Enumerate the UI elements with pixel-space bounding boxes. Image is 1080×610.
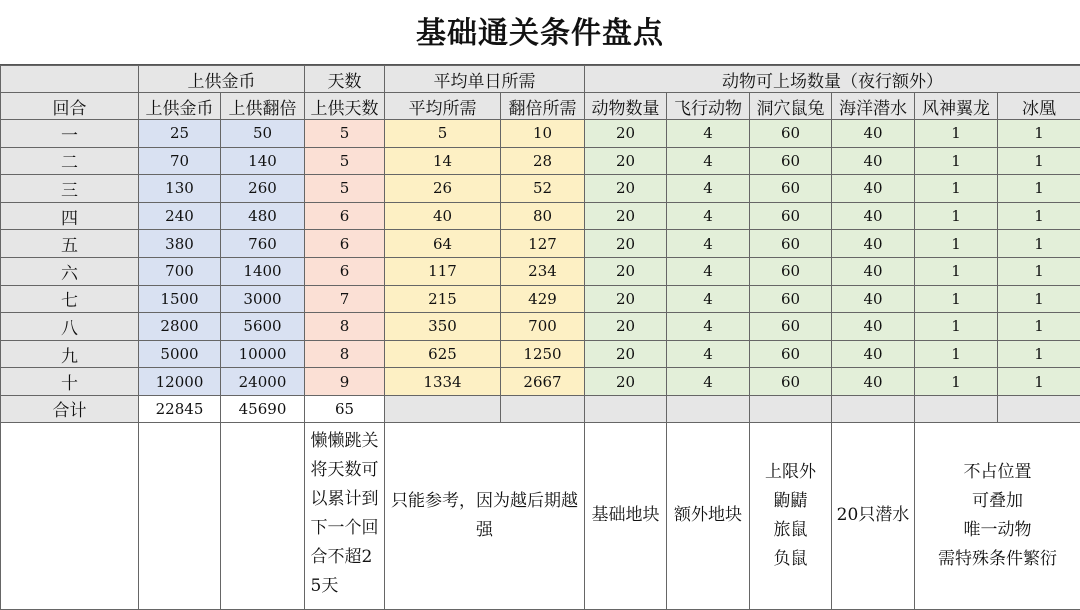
days-note-wrap bbox=[305, 423, 384, 609]
table-cell: 60 bbox=[750, 120, 832, 148]
note-animal-count-cell bbox=[585, 422, 667, 609]
table-cell: 60 bbox=[750, 313, 832, 341]
column-header: 动物数量 bbox=[585, 93, 667, 120]
table-row bbox=[1, 340, 1080, 368]
days-note: 懒懒跳关将天数可以累计到下一个回合不超25天 bbox=[310, 430, 379, 596]
table-cell: 480 bbox=[221, 202, 305, 230]
note-special-cell bbox=[915, 422, 1080, 609]
notes-row bbox=[1, 422, 1080, 609]
group-header-coins: 上供金币 bbox=[139, 66, 305, 93]
table-cell: 24000 bbox=[221, 368, 305, 396]
group-header-avg: 平均单日所需 bbox=[385, 66, 585, 93]
table-cell: 1 bbox=[915, 202, 998, 230]
empty-cell bbox=[385, 395, 501, 422]
table-cell: 60 bbox=[750, 175, 832, 203]
table-cell: 1 bbox=[998, 147, 1080, 175]
table-row bbox=[1, 285, 1080, 313]
table-cell: 1 bbox=[998, 285, 1080, 313]
round-label: 八 bbox=[1, 313, 139, 341]
table-cell: 60 bbox=[750, 257, 832, 285]
blank-header-cell bbox=[1, 66, 139, 93]
group-header-animals: 动物可上场数量（夜行额外） bbox=[585, 66, 1080, 93]
round-label: 十 bbox=[1, 368, 139, 396]
table-row bbox=[1, 230, 1080, 258]
table-row bbox=[1, 313, 1080, 341]
table-cell: 1 bbox=[998, 313, 1080, 341]
animal-count-note: 基础地块 bbox=[591, 505, 660, 526]
table-cell: 1 bbox=[998, 175, 1080, 203]
table-cell: 4 bbox=[667, 313, 750, 341]
note-days-cell bbox=[305, 422, 385, 609]
table-cell: 60 bbox=[750, 147, 832, 175]
column-header: 飞行动物 bbox=[667, 93, 750, 120]
table-cell: 20 bbox=[585, 313, 667, 341]
special-note-line: 不占位置 bbox=[963, 461, 1032, 482]
round-label: 七 bbox=[1, 285, 139, 313]
table-cell: 1 bbox=[998, 340, 1080, 368]
table-cell: 20 bbox=[585, 340, 667, 368]
avg-note: 只能参考，因为越后期越强 bbox=[391, 490, 578, 540]
table-cell: 700 bbox=[139, 257, 221, 285]
table-cell: 1 bbox=[915, 120, 998, 148]
table-cell: 4 bbox=[667, 230, 750, 258]
cave-note-line: 上限外 bbox=[765, 461, 816, 482]
table-cell: 8 bbox=[305, 340, 385, 368]
table-cell: 4 bbox=[667, 202, 750, 230]
round-label: 四 bbox=[1, 202, 139, 230]
table-cell: 1250 bbox=[501, 340, 585, 368]
table-cell: 26 bbox=[385, 175, 501, 203]
table-cell: 4 bbox=[667, 340, 750, 368]
round-label: 三 bbox=[1, 175, 139, 203]
table-cell: 8 bbox=[305, 313, 385, 341]
total-cell: 合计 bbox=[1, 395, 139, 422]
table-cell: 1 bbox=[915, 257, 998, 285]
table-cell: 4 bbox=[667, 257, 750, 285]
table-cell: 40 bbox=[832, 175, 915, 203]
table-cell: 1 bbox=[915, 230, 998, 258]
table-row bbox=[1, 120, 1080, 148]
table-cell: 14 bbox=[385, 147, 501, 175]
table-cell: 4 bbox=[667, 285, 750, 313]
table-cell: 4 bbox=[667, 368, 750, 396]
table-cell: 700 bbox=[501, 313, 585, 341]
empty-cell bbox=[832, 395, 915, 422]
empty-cell bbox=[667, 395, 750, 422]
table-cell: 1 bbox=[998, 120, 1080, 148]
column-header: 翻倍所需 bbox=[501, 93, 585, 120]
column-header-row bbox=[1, 93, 1080, 120]
table-cell: 6 bbox=[305, 230, 385, 258]
special-note bbox=[915, 458, 1080, 574]
table-cell: 215 bbox=[385, 285, 501, 313]
table-cell: 1 bbox=[915, 313, 998, 341]
table-cell: 64 bbox=[385, 230, 501, 258]
table-row bbox=[1, 202, 1080, 230]
cave-note bbox=[750, 458, 831, 574]
table-cell: 1 bbox=[998, 368, 1080, 396]
round-label: 五 bbox=[1, 230, 139, 258]
table-cell: 260 bbox=[221, 175, 305, 203]
cave-note-line: 旅鼠 bbox=[773, 519, 808, 540]
table-cell: 1 bbox=[998, 230, 1080, 258]
table-cell: 1 bbox=[915, 340, 998, 368]
column-header: 回合 bbox=[1, 93, 139, 120]
flying-note: 额外地块 bbox=[674, 505, 742, 526]
ocean-note: 20只潜水 bbox=[836, 505, 910, 526]
table-cell: 5 bbox=[305, 147, 385, 175]
table-cell: 40 bbox=[832, 230, 915, 258]
table-cell: 350 bbox=[385, 313, 501, 341]
round-label: 一 bbox=[1, 120, 139, 148]
table-row bbox=[1, 368, 1080, 396]
clearance-table bbox=[0, 65, 1080, 610]
table-cell: 5 bbox=[305, 175, 385, 203]
table-cell: 2800 bbox=[139, 313, 221, 341]
table-cell: 40 bbox=[385, 202, 501, 230]
round-label: 九 bbox=[1, 340, 139, 368]
note-cave-cell bbox=[750, 422, 832, 609]
special-note-line: 唯一动物 bbox=[963, 519, 1032, 540]
table-cell: 60 bbox=[750, 230, 832, 258]
table-cell: 1 bbox=[915, 285, 998, 313]
total-cell: 22845 bbox=[139, 395, 221, 422]
table-cell: 20 bbox=[585, 285, 667, 313]
table-cell: 140 bbox=[221, 147, 305, 175]
table-cell: 5000 bbox=[139, 340, 221, 368]
round-label: 二 bbox=[1, 147, 139, 175]
column-header: 上供翻倍 bbox=[221, 93, 305, 120]
table-cell: 20 bbox=[585, 175, 667, 203]
table-cell: 1500 bbox=[139, 285, 221, 313]
table-cell: 40 bbox=[832, 120, 915, 148]
table-cell: 20 bbox=[585, 120, 667, 148]
table-cell: 625 bbox=[385, 340, 501, 368]
table-cell: 5600 bbox=[221, 313, 305, 341]
table-cell: 10 bbox=[501, 120, 585, 148]
table-cell: 234 bbox=[501, 257, 585, 285]
table-cell: 60 bbox=[750, 285, 832, 313]
column-header: 平均所需 bbox=[385, 93, 501, 120]
cave-note-line: 负鼠 bbox=[773, 548, 808, 569]
table-cell: 5 bbox=[305, 120, 385, 148]
table-cell: 117 bbox=[385, 257, 501, 285]
table-cell: 6 bbox=[305, 257, 385, 285]
table-row bbox=[1, 147, 1080, 175]
table-cell: 20 bbox=[585, 202, 667, 230]
round-label: 六 bbox=[1, 257, 139, 285]
table-cell: 1 bbox=[998, 202, 1080, 230]
table-cell: 40 bbox=[832, 285, 915, 313]
table-cell: 5 bbox=[385, 120, 501, 148]
table-cell: 760 bbox=[221, 230, 305, 258]
table-cell: 130 bbox=[139, 175, 221, 203]
table-cell: 40 bbox=[832, 202, 915, 230]
table-cell: 3000 bbox=[221, 285, 305, 313]
group-header-days: 天数 bbox=[305, 66, 385, 93]
empty-cell bbox=[585, 395, 667, 422]
table-cell: 1 bbox=[998, 257, 1080, 285]
empty-cell bbox=[501, 395, 585, 422]
table-cell: 60 bbox=[750, 202, 832, 230]
table-cell: 380 bbox=[139, 230, 221, 258]
note-flying-cell bbox=[667, 422, 750, 609]
table-cell: 50 bbox=[221, 120, 305, 148]
page-title: 基础通关条件盘点 bbox=[0, 0, 1080, 65]
empty-cell bbox=[915, 395, 998, 422]
table-cell: 4 bbox=[667, 120, 750, 148]
table-cell: 20 bbox=[585, 147, 667, 175]
note-ocean-cell bbox=[832, 422, 915, 609]
table-cell: 80 bbox=[501, 202, 585, 230]
empty-cell bbox=[139, 422, 221, 609]
note-avg-cell bbox=[385, 422, 585, 609]
empty-cell bbox=[998, 395, 1080, 422]
column-header: 海洋潜水 bbox=[832, 93, 915, 120]
table-cell: 40 bbox=[832, 340, 915, 368]
table-cell: 7 bbox=[305, 285, 385, 313]
table-row bbox=[1, 175, 1080, 203]
table-cell: 40 bbox=[832, 257, 915, 285]
table-cell: 240 bbox=[139, 202, 221, 230]
table-row bbox=[1, 257, 1080, 285]
totals-row bbox=[1, 395, 1080, 422]
table-cell: 1 bbox=[915, 147, 998, 175]
table-cell: 4 bbox=[667, 147, 750, 175]
special-note-line: 可叠加 bbox=[972, 490, 1023, 511]
table-cell: 429 bbox=[501, 285, 585, 313]
special-note-line: 需特殊条件繁衍 bbox=[938, 548, 1057, 569]
table-cell: 40 bbox=[832, 313, 915, 341]
table-cell: 20 bbox=[585, 230, 667, 258]
empty-cell bbox=[1, 422, 139, 609]
column-header: 冰凰 bbox=[998, 93, 1080, 120]
table-cell: 20 bbox=[585, 368, 667, 396]
column-header: 风神翼龙 bbox=[915, 93, 998, 120]
column-header: 上供天数 bbox=[305, 93, 385, 120]
table-cell: 60 bbox=[750, 368, 832, 396]
total-cell: 65 bbox=[305, 395, 385, 422]
table-cell: 4 bbox=[667, 175, 750, 203]
table-cell: 1400 bbox=[221, 257, 305, 285]
table-cell: 127 bbox=[501, 230, 585, 258]
table-cell: 10000 bbox=[221, 340, 305, 368]
table-cell: 12000 bbox=[139, 368, 221, 396]
table-cell: 52 bbox=[501, 175, 585, 203]
table-cell: 9 bbox=[305, 368, 385, 396]
empty-cell bbox=[750, 395, 832, 422]
empty-cell bbox=[221, 422, 305, 609]
table-cell: 1334 bbox=[385, 368, 501, 396]
table-cell: 6 bbox=[305, 202, 385, 230]
table-cell: 70 bbox=[139, 147, 221, 175]
group-header-row bbox=[1, 66, 1080, 93]
table-cell: 25 bbox=[139, 120, 221, 148]
column-header: 上供金币 bbox=[139, 93, 221, 120]
table-cell: 1 bbox=[915, 368, 998, 396]
table-cell: 1 bbox=[915, 175, 998, 203]
table-cell: 40 bbox=[832, 147, 915, 175]
table-cell: 2667 bbox=[501, 368, 585, 396]
table-cell: 28 bbox=[501, 147, 585, 175]
column-header: 洞穴鼠兔 bbox=[750, 93, 832, 120]
table-cell: 40 bbox=[832, 368, 915, 396]
table-cell: 60 bbox=[750, 340, 832, 368]
cave-note-line: 鼩鼱 bbox=[773, 490, 808, 511]
total-cell: 45690 bbox=[221, 395, 305, 422]
table-cell: 20 bbox=[585, 257, 667, 285]
